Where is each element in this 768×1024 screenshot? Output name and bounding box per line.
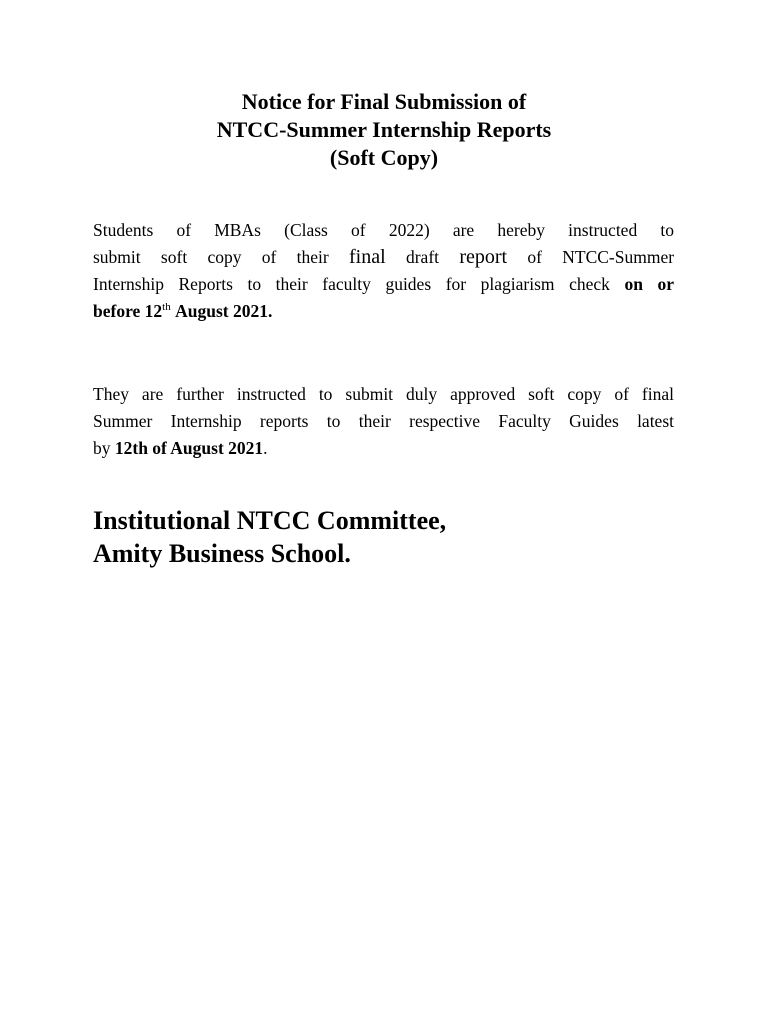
deadline-august-2021: August 2021. [175, 301, 273, 321]
paragraph1-line-3-text: Internship Reports to their faculty guides for plagiarism check [93, 274, 610, 294]
title-line-2: NTCC-Summer Internship Reports [216, 117, 552, 142]
paragraph2-period: . [263, 438, 268, 458]
paragraph1-line-2-part-e: of NTCC-Summer [527, 247, 675, 267]
paragraph2-line-1: They are further instructed to submit duly approved soft copy of final [93, 384, 674, 404]
instruction-paragraph-1 [93, 217, 674, 325]
paragraph1-line-1: Students of MBAs (Class of 2022) are hereby instructed to [93, 220, 674, 240]
deadline-before-12: before 12 [93, 301, 163, 321]
title-line-1: Notice for Final Submission of [241, 89, 527, 114]
paragraph2-line-2: Summer Internship reports to their respective Faculty Guides latest [93, 411, 674, 431]
paragraph1-line-3 [93, 271, 674, 298]
paragraph1-line-2-part-a: submit soft copy of their [93, 247, 329, 267]
paragraph2-deadline: 12th of August 2021 [114, 438, 264, 458]
word-report: report [459, 246, 508, 268]
signature-school: Amity Business School. [93, 539, 351, 568]
signature-committee: Institutional NTCC Committee, [93, 506, 447, 535]
word-final: final [349, 246, 386, 268]
instruction-paragraph-2 [93, 381, 674, 462]
deadline-phrase-start: on or [624, 274, 675, 294]
title-line-3: (Soft Copy) [329, 145, 439, 170]
paragraph2-line-3 [93, 435, 674, 462]
paragraph2-line-3-by: by [93, 438, 111, 458]
notice-title [0, 88, 768, 172]
signature-block [93, 504, 446, 570]
ordinal-suffix: th [162, 301, 171, 314]
paragraph1-line-4 [93, 298, 674, 325]
word-draft: draft [405, 247, 440, 267]
paragraph1-line-2 [93, 244, 674, 271]
